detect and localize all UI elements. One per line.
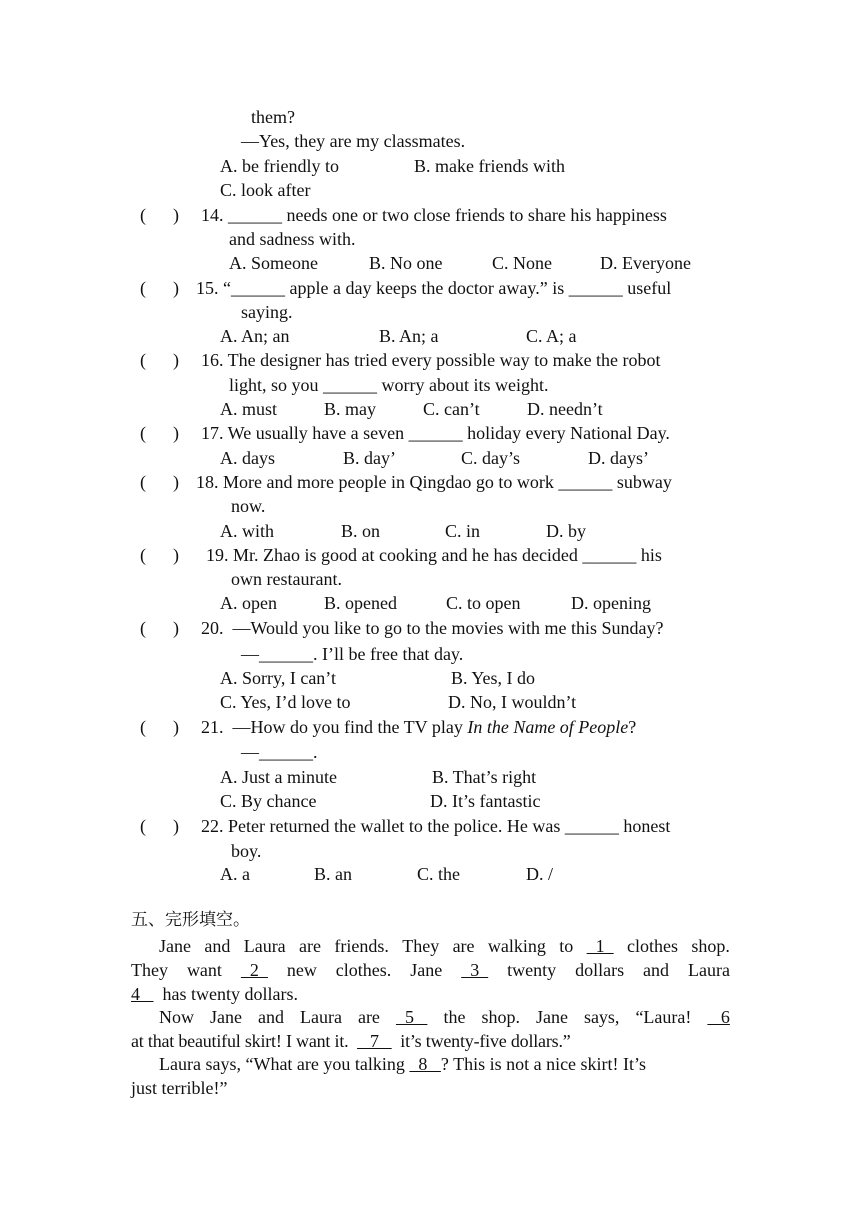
q16-option-b: B. may <box>324 399 376 419</box>
blank-3: 3 <box>461 960 489 980</box>
cloze-text: Laura says, “What are you talking <box>159 1054 410 1074</box>
q22-option-a: A. a <box>220 864 250 884</box>
cloze-word: the <box>443 1007 466 1027</box>
blank-6: 6 <box>707 1007 730 1027</box>
q21-stem-text: 21. —How do you find the TV play <box>201 717 468 737</box>
cloze-word: “Laura! <box>635 1007 692 1027</box>
q20-answer-paren: ( ) <box>140 618 179 638</box>
cloze-word: Jane <box>410 960 443 980</box>
cloze-word: walking <box>487 936 546 956</box>
cloze-text: at that beautiful skirt! I want it. <box>131 1031 349 1051</box>
q17-answer-paren: ( ) <box>140 423 179 443</box>
cloze-word: Laura <box>243 936 286 956</box>
blank-4: 4 <box>131 984 154 1004</box>
section-heading: 五、完形填空。 <box>131 910 250 930</box>
q15-answer-paren: ( ) <box>140 278 179 298</box>
q18-answer-paren: ( ) <box>140 472 179 492</box>
cloze-word: new <box>286 960 317 980</box>
cloze-word: Jane <box>159 936 191 956</box>
q20-stem-line1: 20. —Would you like to go to the movies with me this Sunday? <box>201 618 664 638</box>
q20-option-b: B. Yes, I do <box>451 668 536 688</box>
q21-stem-mark: ? <box>628 717 637 737</box>
q16-option-c: C. can’t <box>423 399 480 419</box>
q19-option-a: A. open <box>220 593 277 613</box>
q13-option-c: C. look after <box>220 180 311 200</box>
cloze-word: to <box>559 936 574 956</box>
q22-option-c: C. the <box>417 864 460 884</box>
blank-5: 5 <box>395 1007 428 1027</box>
q21-answer-paren: ( ) <box>140 717 179 737</box>
q20-stem-line2: —______. I’ll be free that day. <box>241 644 464 664</box>
cloze-word: says, <box>583 1007 620 1027</box>
cloze-word: twenty <box>507 960 557 980</box>
q15-option-a: A. An; an <box>220 326 290 346</box>
blank-7: 7 <box>357 1031 392 1051</box>
cloze-word: Laura <box>299 1007 342 1027</box>
q19-stem-line1: 19. Mr. Zhao is good at cooking and he has decided ______ his <box>206 545 662 565</box>
q14-answer-paren: ( ) <box>140 205 179 225</box>
q21-stem-line1 <box>201 715 636 739</box>
cloze-word: and <box>204 936 231 956</box>
cloze-p1-line3 <box>131 982 298 1006</box>
blank-2: 2 <box>240 960 268 980</box>
q18-option-a: A. with <box>220 521 274 541</box>
q20-option-a: A. Sorry, I can’t <box>220 668 336 688</box>
q19-option-c: C. to open <box>446 593 521 613</box>
q21-option-a: A. Just a minute <box>220 767 337 787</box>
cloze-word: are <box>299 936 322 956</box>
cloze-word: shop. <box>481 1007 520 1027</box>
q17-option-b: B. day’ <box>343 448 396 468</box>
q16-stem-line2: light, so you ______ worry about its weight. <box>229 375 549 395</box>
q14-option-c: C. None <box>492 253 552 273</box>
q17-stem-line1: 17. We usually have a seven ______ holiday every National Day. <box>201 423 670 443</box>
q13-option-a: A. be friendly to <box>220 156 339 176</box>
q15-option-c: C. A; a <box>526 326 577 346</box>
cloze-word: and <box>257 1007 284 1027</box>
q21-option-c: C. By chance <box>220 791 317 811</box>
cloze-word: Laura <box>688 960 730 980</box>
q19-answer-paren: ( ) <box>140 545 179 565</box>
q21-play-title: In the Name of People <box>467 717 629 737</box>
q15-stem-line2: saying. <box>241 302 293 322</box>
q17-option-c: C. day’s <box>461 448 521 468</box>
cloze-word: Jane <box>535 1007 568 1027</box>
q18-option-b: B. on <box>341 521 381 541</box>
q16-option-d: D. needn’t <box>527 399 603 419</box>
q22-stem-line1: 22. Peter returned the wallet to the police. He was ______ honest <box>201 816 671 836</box>
q13-answer-line: —Yes, they are my classmates. <box>241 131 466 151</box>
cloze-word: want <box>186 960 222 980</box>
cloze-word: They <box>402 936 440 956</box>
cloze-word: are <box>357 1007 380 1027</box>
q21-option-b: B. That’s right <box>432 767 537 787</box>
q13-stem-line2: them? <box>251 107 295 127</box>
cloze-text: has twenty dollars. <box>162 984 298 1004</box>
cloze-p3-line1 <box>159 1052 646 1076</box>
cloze-p1-line2 <box>131 958 730 982</box>
q20-option-d: D. No, I wouldn’t <box>448 692 577 712</box>
q15-option-b: B. An; a <box>379 326 439 346</box>
q19-stem-line2: own restaurant. <box>231 569 342 589</box>
cloze-text: ? This is not a nice skirt! It’s <box>440 1054 647 1074</box>
q22-answer-paren: ( ) <box>140 816 179 836</box>
cloze-word: They <box>131 960 168 980</box>
cloze-word: friends. <box>334 936 389 956</box>
q21-option-d: D. It’s fantastic <box>430 791 541 811</box>
cloze-p2-line2 <box>131 1029 571 1053</box>
q15-stem-line1: 15. “______ apple a day keeps the doctor away.” is ______ useful <box>196 278 672 298</box>
cloze-word: shop. <box>691 936 730 956</box>
cloze-word: Now <box>159 1007 194 1027</box>
q22-option-b: B. an <box>314 864 352 884</box>
cloze-word: clothes. <box>335 960 392 980</box>
cloze-word: and <box>643 960 670 980</box>
q14-stem-line1: 14. ______ needs one or two close friends to share his happiness <box>201 205 667 225</box>
cloze-word: dollars <box>575 960 625 980</box>
cloze-word: Jane <box>210 1007 242 1027</box>
q14-option-a: A. Someone <box>229 253 318 273</box>
q19-option-b: B. opened <box>324 593 397 613</box>
cloze-p1-line1 <box>159 934 730 958</box>
cloze-p2-line1 <box>159 1005 730 1029</box>
cloze-word: clothes <box>627 936 678 956</box>
q16-option-a: A. must <box>220 399 278 419</box>
cloze-word: are <box>452 936 475 956</box>
blank-8: 8 <box>409 1054 441 1074</box>
q14-stem-line2: and sadness with. <box>229 229 356 249</box>
q16-answer-paren: ( ) <box>140 350 179 370</box>
q20-option-c: C. Yes, I’d love to <box>220 692 351 712</box>
q13-option-b: B. make friends with <box>414 156 565 176</box>
q18-stem-line1: 18. More and more people in Qingdao go to work ______ subway <box>196 472 672 492</box>
q19-option-d: D. opening <box>571 593 651 613</box>
q17-option-a: A. days <box>220 448 275 468</box>
q14-option-d: D. Everyone <box>600 253 691 273</box>
q22-stem-line2: boy. <box>231 841 262 861</box>
cloze-text: it’s twenty-five dollars.” <box>400 1031 571 1051</box>
q22-option-d: D. / <box>526 864 553 884</box>
q21-stem-line2: —______. <box>241 742 318 762</box>
cloze-p3-line2: just terrible!” <box>131 1078 228 1098</box>
q14-option-b: B. No one <box>369 253 443 273</box>
q18-stem-line2: now. <box>231 496 266 516</box>
q17-option-d: D. days’ <box>588 448 649 468</box>
blank-1: 1 <box>586 936 614 956</box>
q18-option-d: D. by <box>546 521 586 541</box>
q16-stem-line1: 16. The designer has tried every possible way to make the robot <box>201 350 661 370</box>
q18-option-c: C. in <box>445 521 481 541</box>
